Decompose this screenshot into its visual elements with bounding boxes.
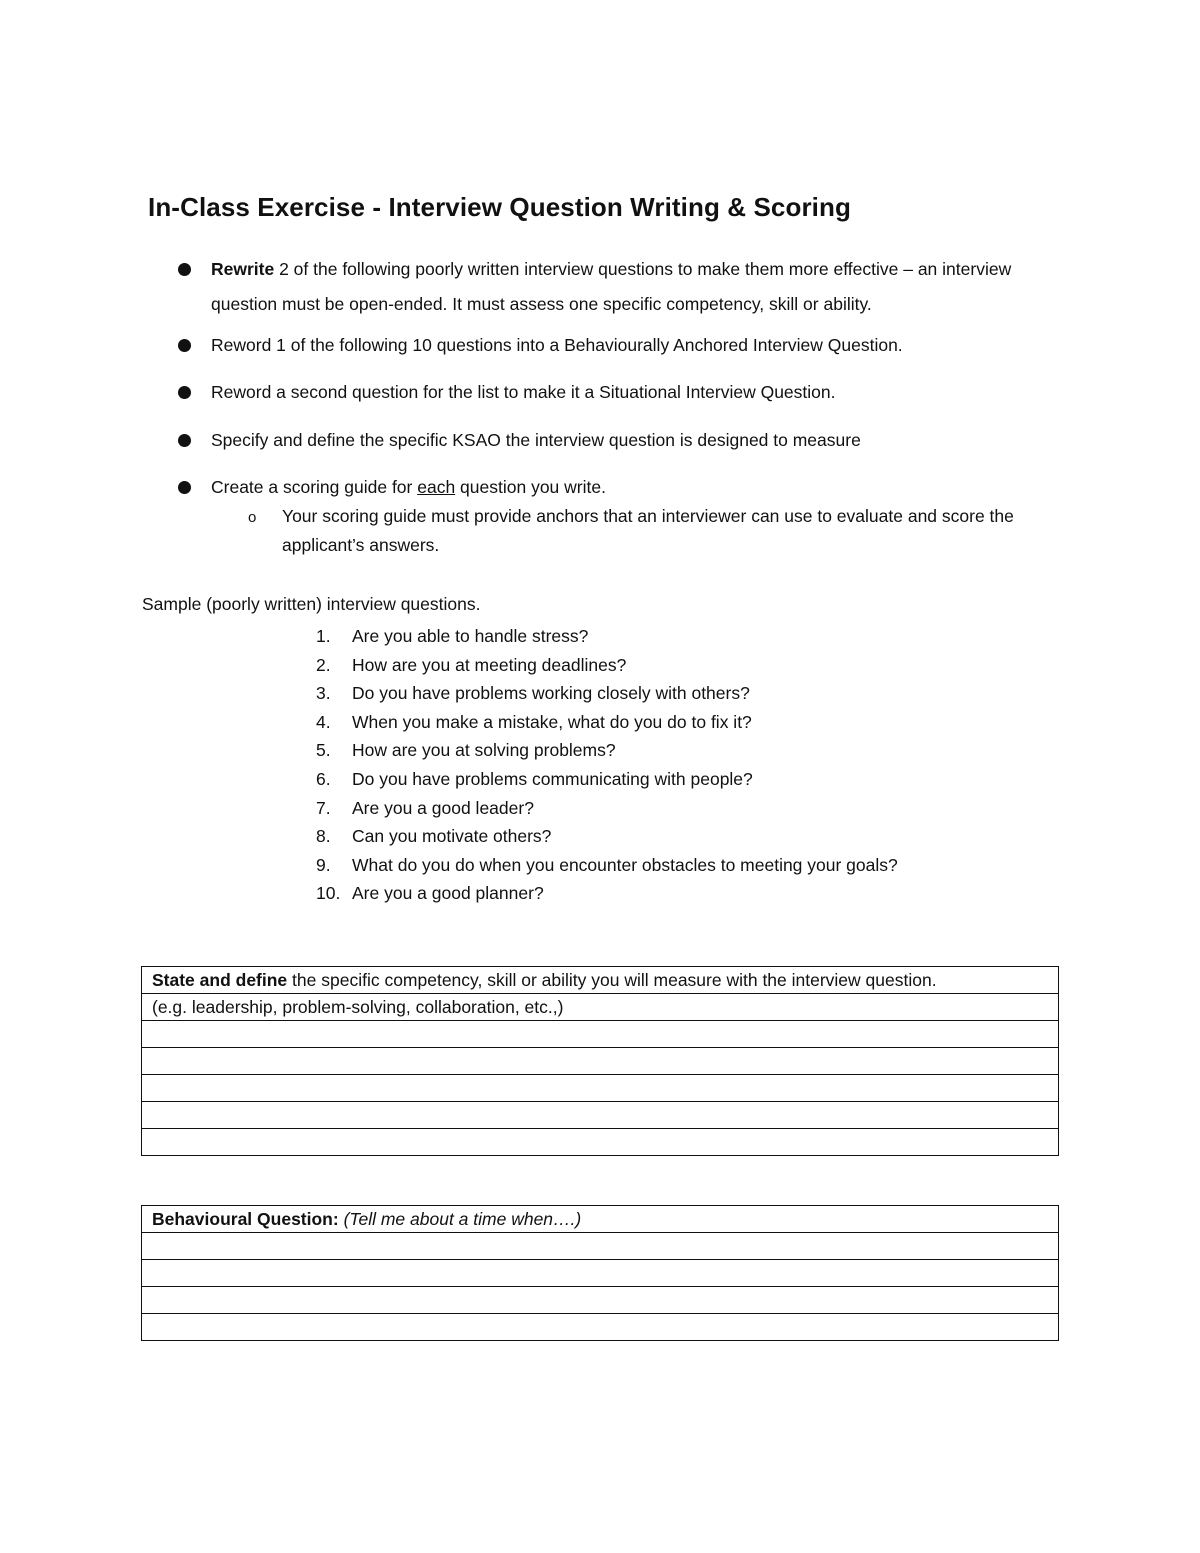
list-item xyxy=(316,736,1016,765)
blank-answer-cell[interactable] xyxy=(142,1314,1059,1341)
blank-answer-cell[interactable] xyxy=(142,1129,1059,1156)
question-text: Are you a good leader? xyxy=(352,797,534,818)
question-text: Do you have problems communicating with people? xyxy=(352,768,753,789)
question-text: How are you at meeting deadlines? xyxy=(352,654,627,675)
table-row[interactable] xyxy=(142,1129,1059,1156)
table-row[interactable] xyxy=(142,1233,1059,1260)
behavioural-header-cell xyxy=(142,1206,1059,1233)
blank-answer-cell[interactable] xyxy=(142,1233,1059,1260)
question-number: 5. xyxy=(316,740,331,761)
instruction-text: Reword a second question for the list to make it a Situational Interview Question. xyxy=(211,382,836,402)
question-text: How are you at solving problems? xyxy=(352,740,616,761)
blank-answer-cell[interactable] xyxy=(142,1102,1059,1129)
question-text: Are you a good planner? xyxy=(352,883,544,904)
table-row[interactable] xyxy=(142,1075,1059,1102)
circle-bullet-icon: o xyxy=(248,509,257,526)
sample-intro: Sample (poorly written) interview questions. xyxy=(142,594,481,614)
question-number: 4. xyxy=(316,711,331,732)
question-number: 8. xyxy=(316,826,331,847)
list-item xyxy=(316,679,1016,708)
question-text: What do you do when you encounter obstacles to meeting your goals? xyxy=(352,854,898,875)
bullet-dot-icon xyxy=(178,263,191,276)
question-number: 1. xyxy=(316,626,331,646)
bullet-dot-icon xyxy=(178,481,191,494)
question-number: 9. xyxy=(316,854,331,875)
ksao-header-text: the specific competency, skill or ability you will measure with the interview question. xyxy=(287,970,937,990)
list-item xyxy=(316,822,1016,851)
sub-instruction-text: Your scoring guide must provide anchors that an interviewer can use to evaluate and score the applicant’s answers. xyxy=(282,506,1014,555)
table-row[interactable] xyxy=(142,1048,1059,1075)
behavioural-header-bold: Behavioural Question: xyxy=(152,1209,339,1229)
ksao-header-cell xyxy=(142,967,1059,994)
list-item xyxy=(316,651,1016,680)
blank-answer-cell[interactable] xyxy=(142,1260,1059,1287)
table-header-row xyxy=(142,1206,1059,1233)
ksao-header-bold: State and define xyxy=(152,970,288,990)
instruction-before: Create a scoring guide for xyxy=(211,477,418,497)
table-row[interactable] xyxy=(142,1102,1059,1129)
question-number: 7. xyxy=(316,797,331,818)
instruction-rest: 2 of the following poorly written interview questions to make them more effective – an interview question must be open-ended. It must assess one specific competency, skill or ability. xyxy=(211,259,1012,314)
table-row[interactable] xyxy=(142,1021,1059,1048)
list-item xyxy=(316,851,1016,880)
question-number: 3. xyxy=(316,683,331,704)
bullet-dot-icon xyxy=(178,339,191,352)
list-item xyxy=(316,794,1016,823)
bullet-dot-icon xyxy=(178,434,191,447)
instruction-text: Specify and define the specific KSAO the interview question is designed to measure xyxy=(211,430,861,450)
question-number: 10. xyxy=(316,883,341,904)
instruction-text xyxy=(211,252,1061,322)
bullet-dot-icon xyxy=(178,386,191,399)
table-row[interactable] xyxy=(142,1260,1059,1287)
list-item xyxy=(316,879,1016,908)
table-row[interactable] xyxy=(142,1314,1059,1341)
sample-questions-list xyxy=(316,622,1016,908)
table-row[interactable] xyxy=(142,1287,1059,1314)
table-header-row xyxy=(142,967,1059,994)
list-item xyxy=(316,708,1016,737)
ksao-definition-table xyxy=(141,966,1059,1156)
question-text: When you make a mistake, what do you do to fix it? xyxy=(352,711,752,732)
behavioural-question-table xyxy=(141,1205,1059,1341)
behavioural-header-italic: (Tell me about a time when….) xyxy=(343,1209,582,1229)
page-title: In-Class Exercise - Interview Question Writing & Scoring xyxy=(148,192,851,222)
blank-answer-cell[interactable] xyxy=(142,1021,1059,1048)
instruction-bold-word: Rewrite xyxy=(211,259,275,279)
instruction-after: question you write. xyxy=(455,477,606,497)
blank-answer-cell[interactable] xyxy=(142,1048,1059,1075)
list-item xyxy=(316,765,1016,794)
instruction-underlined-word: each xyxy=(417,477,456,497)
blank-answer-cell[interactable] xyxy=(142,1287,1059,1314)
instruction-text: Reword 1 of the following 10 questions into a Behaviourally Anchored Interview Question. xyxy=(211,335,903,355)
question-text: Can you motivate others? xyxy=(352,826,552,847)
instruction-text xyxy=(211,470,1061,505)
question-number: 2. xyxy=(316,654,331,675)
question-text: Are you able to handle stress? xyxy=(352,626,589,646)
blank-answer-cell[interactable] xyxy=(142,1075,1059,1102)
question-text: Do you have problems working closely with others? xyxy=(352,683,750,704)
ksao-example-cell: (e.g. leadership, problem-solving, collaboration, etc.,) xyxy=(142,994,1059,1021)
question-number: 6. xyxy=(316,768,331,789)
table-row xyxy=(142,994,1059,1021)
list-item xyxy=(316,622,1016,651)
